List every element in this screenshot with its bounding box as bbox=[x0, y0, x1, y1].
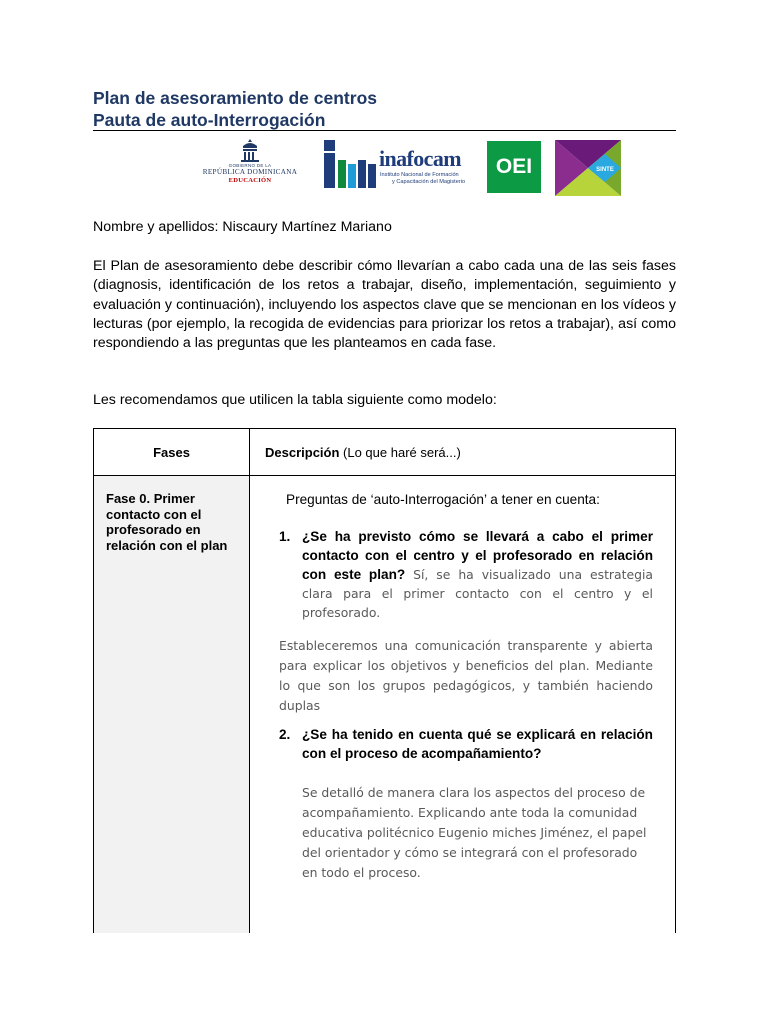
sinte-logo bbox=[555, 140, 621, 196]
header-descripcion bbox=[265, 445, 461, 460]
intro-paragraph: El Plan de asesoramiento debe describir cómo llevarían a cabo cada una de las seis fases (diagnosis, identificación de los retos a trabajar, diseño, implementación, seguimiento y evaluación y continuación), incluyendo los aspectos clave que se mencionan en los vídeos y lecturas (por ejemplo, la recogida de evidencias para priorizar los retos a trabajar), así como respondiendo a las preguntas que les planteamos en cada fase. bbox=[93, 258, 676, 352]
inafocam-sub1: Instituto Nacional de Formación bbox=[380, 172, 459, 178]
gov-education-logo bbox=[196, 138, 304, 188]
question-1-text: ¿Se ha previsto cómo se llevará a cabo el primer contacto con el centro y el profesorado en relación con este plan? bbox=[302, 529, 653, 582]
oei-logo: OEI bbox=[487, 141, 541, 193]
books-icon bbox=[322, 138, 378, 190]
header-desc-bold: Descripción bbox=[265, 445, 340, 460]
gov-logo-line1: GOBIERNO DE LA bbox=[228, 163, 272, 168]
header-fases: Fases bbox=[153, 445, 190, 460]
document-subtitle: Pauta de auto-Interrogación bbox=[93, 110, 326, 130]
gov-logo-line3: EDUCACIÓN bbox=[228, 177, 272, 184]
shield-icon bbox=[235, 138, 265, 164]
title-divider bbox=[93, 130, 676, 131]
questions-intro: Preguntas de ‘auto-Interrogación’ a tener en cuenta: bbox=[286, 492, 600, 507]
gov-logo-line2: REPÚBLICA DOMINICANA bbox=[202, 168, 298, 176]
header-desc-rest: (Lo que haré será...) bbox=[339, 445, 461, 460]
question-1-number: 1. bbox=[279, 529, 291, 544]
name-line: Nombre y apellidos: Niscaury Martínez Mariano bbox=[93, 219, 392, 235]
inafocam-brand: inafocam bbox=[379, 146, 461, 171]
question-1-answer: Sí, se ha visualizado una estrategia clara para el primer contacto con el centro y el profesorado. bbox=[302, 567, 653, 620]
question-2-number: 2. bbox=[279, 727, 291, 742]
recommendation-line: Les recomendamos que utilicen la tabla siguiente como modelo: bbox=[93, 392, 497, 408]
question-1 bbox=[279, 527, 653, 622]
inafocam-sub2: y Capacitación del Magisterio bbox=[392, 179, 466, 185]
sinte-logo-text: SINTE bbox=[596, 167, 614, 173]
question-2-text: ¿Se ha tenido en cuenta qué se explicará en relación con el proceso de acompañamiento? bbox=[302, 727, 653, 761]
document-title: Plan de asesoramiento de centros bbox=[93, 88, 377, 108]
answer-2-paragraph: Se detalló de manera clara los aspectos del proceso de acompañamiento. Explicando ante toda la comunidad educativa politécnico Eugenio miches Jiménez, el papel del orientador y cómo se integrará con el profesorado en todo el proceso. bbox=[302, 785, 647, 880]
fase-0-label: Fase 0. Primer contacto con el profesorado en relación con el plan bbox=[106, 491, 228, 553]
phase-table bbox=[93, 428, 676, 933]
inafocam-logo bbox=[322, 138, 478, 190]
question-2 bbox=[279, 725, 653, 763]
answer-1-paragraph: Estableceremos una comunicación transparente y abierta para explicar los objetivos y beneficios del plan. Mediante lo que son los grupos pedagógicos, y también haciendo duplas bbox=[279, 638, 653, 713]
